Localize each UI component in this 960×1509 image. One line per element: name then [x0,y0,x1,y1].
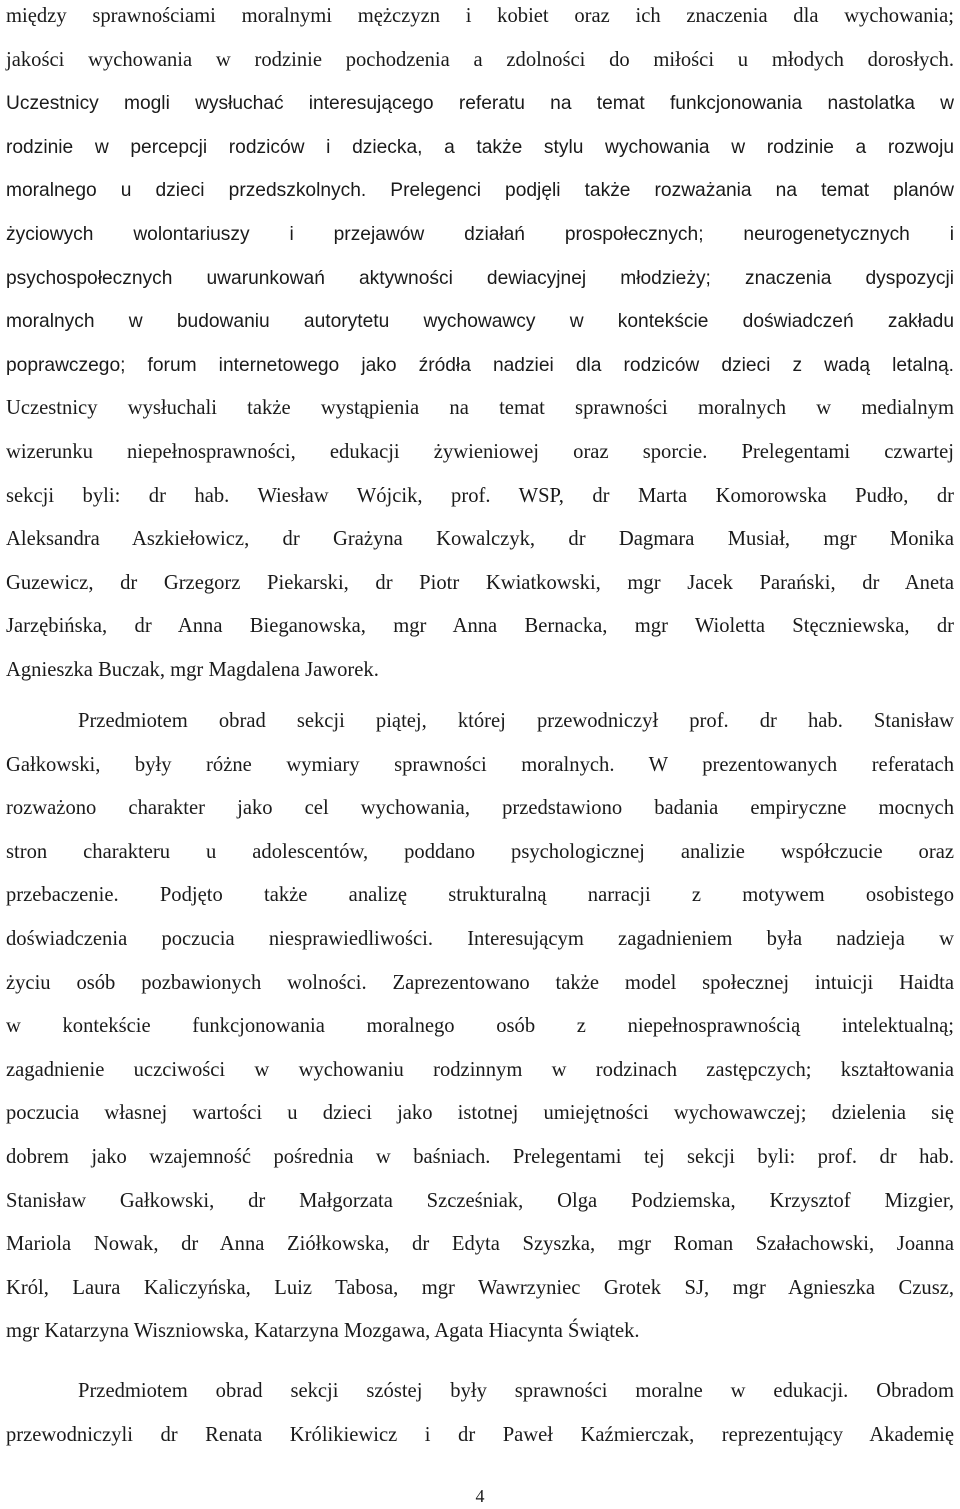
text-line: Agnieszka Buczak, mgr Magdalena Jaworek. [6,658,379,681]
text-line: moralnych w budowaniu autorytetu wychowawcy w kontekście doświadczeń zakładu [6,311,954,333]
paragraph-section-6 [6,1370,954,1457]
text-line: sekcji byli: dr hab. Wiesław Wójcik, prof. WSP, dr Marta Komorowska Pudło, dr [6,484,954,507]
text-line: zagadnienie uczciwości w wychowaniu rodzinnym w rodzinach zastępczych; kształtowania [6,1058,954,1081]
text-line: doświadczenia poczucia niesprawiedliwości. Interesującym zagadnieniem była nadzieja w [6,927,954,950]
text-line: poprawczego; forum internetowego jako źródła nadziei dla rodziców dzieci z wadą letalną. [6,354,954,376]
text-line: życiu osób pozbawionych wolności. Zaprezentowano także model społecznej intuicji Haidta [6,971,954,994]
text-line: Stanisław Gałkowski, dr Małgorzata Szcześniak, Olga Podziemska, Krzysztof Mizgier, [6,1189,954,1212]
text-line: Przedmiotem obrad sekcji piątej, której przewodniczył prof. dr hab. Stanisław [78,710,954,732]
page-number: 4 [475,1486,485,1506]
text-line: rodzinie w percepcji rodziców i dziecka, a także stylu wychowania w rodzinie a rozwoju [6,136,954,158]
text-line: przewodniczyli dr Renata Królikiewicz i dr Paweł Kaźmierczak, reprezentujący Akademię [6,1423,954,1446]
text-line: jakości wychowania w rodzinie pochodzenia a zdolności do miłości u młodych dorosłych. [6,48,954,71]
text-line: Mariola Nowak, dr Anna Ziółkowska, dr Edyta Szyszka, mgr Roman Szałachowski, Joanna [6,1233,954,1256]
text-line: dobrem jako wzajemność pośrednia w baśniach. Prelegentami tej sekcji byli: prof. dr hab. [6,1145,954,1168]
text-line: Jarzębińska, dr Anna Bieganowska, mgr Anna Bernacka, mgr Wioletta Stęczniewska, dr [6,615,954,638]
paragraph-section-5 [6,700,954,1354]
text-line: życiowych wolontariuszy i przejawów działań prospołecznych; neurogenetycznych i [6,223,954,245]
text-line: Przedmiotem obrad sekcji szóstej były sprawności moralne w edukacji. Obradom [78,1380,954,1402]
paragraph-section-4-speakers [6,0,954,693]
text-line: Gałkowski, były różne wymiary sprawności moralnych. W prezentowanych referatach [6,753,954,776]
text-line: poczucia własnej wartości u dzieci jako istotnej umiejętności wychowawczej; dzielenia się [6,1102,954,1125]
text-line: Uczestnicy wysłuchali także wystąpienia na temat sprawności moralnych w medialnym [6,397,954,420]
text-line: rozważono charakter jako cel wychowania, przedstawiono badania empiryczne mocnych [6,797,954,820]
text-line: wizerunku niepełnosprawności, edukacji żywieniowej oraz sporcie. Prelegentami czwartej [6,440,954,463]
text-line: Aleksandra Aszkiełowicz, dr Grażyna Kowalczyk, dr Dagmara Musiał, mgr Monika [6,528,954,551]
text-line: Uczestnicy mogli wysłuchać interesującego referatu na temat funkcjonowania nastolatka w [6,93,954,115]
text-line: Król, Laura Kaliczyńska, Luiz Tabosa, mgr Wawrzyniec Grotek SJ, mgr Agnieszka Czusz, [6,1276,954,1299]
text-line: przebaczenie. Podjęto także analizę strukturalną narracji z motywem osobistego [6,884,954,907]
text-line: mgr Katarzyna Wiszniowska, Katarzyna Mozgawa, Agata Hiacynta Świątek. [6,1320,640,1343]
text-line: między sprawnościami moralnymi mężczyzn i kobiet oraz ich znaczenia dla wychowania; [6,5,954,27]
text-line: psychospołecznych uwarunkowań aktywności dewiacyjnej młodzieży; znaczenia dyspozycji [6,267,954,289]
text-line: stron charakteru u adolescentów, poddano psychologicznej analizie współczucie oraz [6,840,954,863]
text-line: Guzewicz, dr Grzegorz Piekarski, dr Piotr Kwiatkowski, mgr Jacek Parański, dr Aneta [6,571,954,594]
text-line: w kontekście funkcjonowania moralnego osób z niepełnosprawnością intelektualną; [6,1015,954,1038]
text-line: moralnego u dzieci przedszkolnych. Prelegenci podjęli także rozważania na temat planów [6,180,954,202]
